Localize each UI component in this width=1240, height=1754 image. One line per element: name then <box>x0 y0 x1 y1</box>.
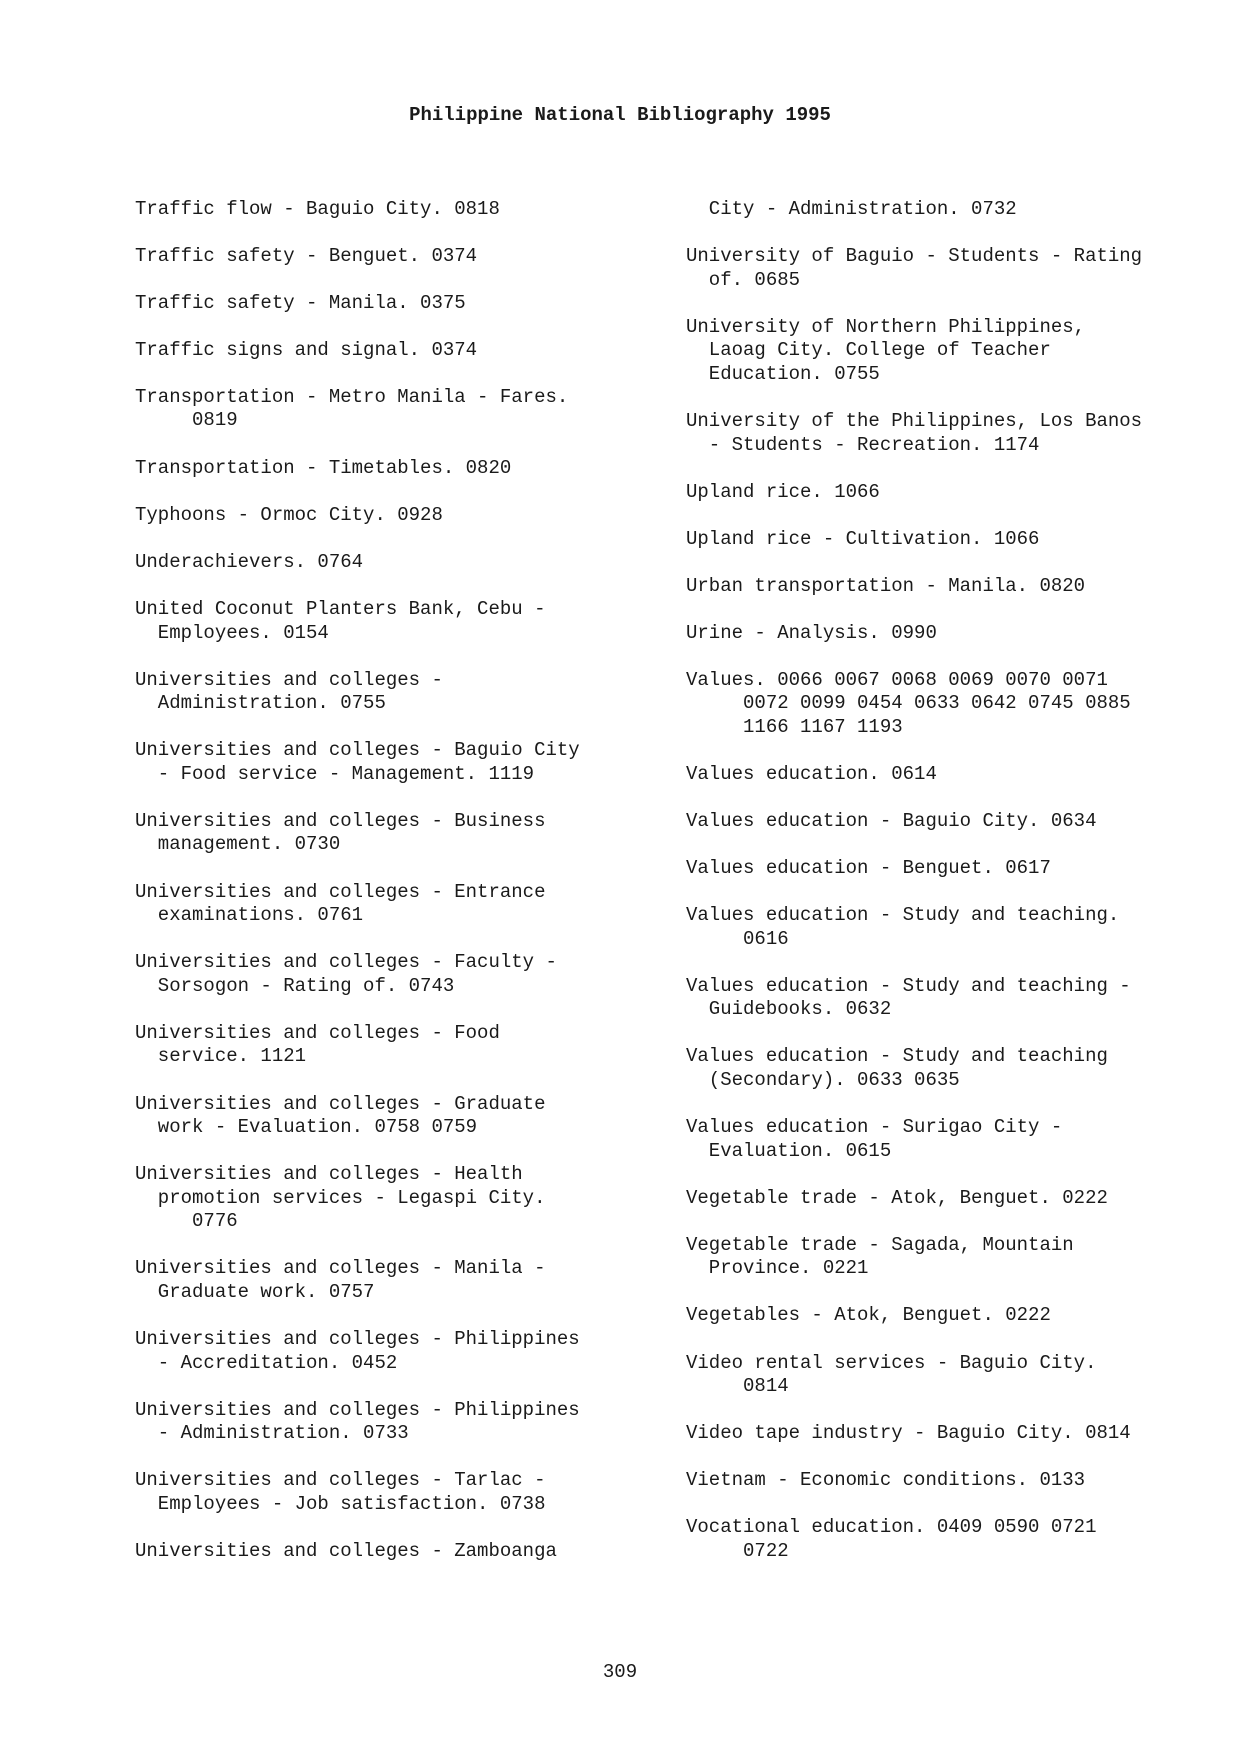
index-line: Values education - Study and teaching <box>686 1045 1108 1067</box>
index-line: Values education - Benguet. 0617 <box>686 857 1051 879</box>
index-line: Guidebooks. 0632 <box>686 998 892 1020</box>
index-line: 0616 <box>686 928 789 950</box>
index-line: Upland rice - Cultivation. 1066 <box>686 528 1040 550</box>
page-title: Philippine National Bibliography 1995 <box>409 104 831 126</box>
index-line: Video rental services - Baguio City. <box>686 1352 1097 1374</box>
index-line: University of Northern Philippines, <box>686 316 1086 338</box>
index-line: - Students - Recreation. 1174 <box>686 434 1040 456</box>
index-line: (Secondary). 0633 0635 <box>686 1069 960 1091</box>
index-line: Administration. 0755 <box>135 692 386 714</box>
index-line: Universities and colleges - Baguio City <box>135 739 580 761</box>
index-line: Urine - Analysis. 0990 <box>686 622 937 644</box>
index-line: United Coconut Planters Bank, Cebu - <box>135 598 546 620</box>
index-line: 0072 0099 0454 0633 0642 0745 0885 <box>686 692 1131 714</box>
index-line: City - Administration. 0732 <box>686 198 1017 220</box>
index-line: Underachievers. 0764 <box>135 551 364 573</box>
index-line: Traffic safety - Benguet. 0374 <box>135 245 478 267</box>
index-line: promotion services - Legaspi City. <box>135 1187 546 1209</box>
index-line: of. 0685 <box>686 269 801 291</box>
index-line: Universities and colleges - <box>135 669 443 691</box>
index-line: Traffic signs and signal. 0374 <box>135 339 478 361</box>
index-line: 0819 <box>135 409 238 431</box>
index-line: Graduate work. 0757 <box>135 1281 375 1303</box>
index-line: 0776 <box>135 1210 238 1232</box>
index-line: - Accreditation. 0452 <box>135 1352 398 1374</box>
index-line: Values education - Surigao City - <box>686 1116 1063 1138</box>
index-line: 0814 <box>686 1375 789 1397</box>
index-line: Traffic flow - Baguio City. 0818 <box>135 198 500 220</box>
index-line: Vegetable trade - Atok, Benguet. 0222 <box>686 1187 1108 1209</box>
index-line: Vegetables - Atok, Benguet. 0222 <box>686 1304 1051 1326</box>
index-line: Values education - Baguio City. 0634 <box>686 810 1097 832</box>
index-line: Province. 0221 <box>686 1257 869 1279</box>
index-line: Universities and colleges - Tarlac - <box>135 1469 546 1491</box>
index-line: - Food service - Management. 1119 <box>135 763 535 785</box>
index-line: Universities and colleges - Philippines <box>135 1399 580 1421</box>
index-line: Vietnam - Economic conditions. 0133 <box>686 1469 1086 1491</box>
index-line: 1166 1167 1193 <box>686 716 903 738</box>
index-line: Laoag City. College of Teacher <box>686 339 1051 361</box>
index-line: Universities and colleges - Business <box>135 810 546 832</box>
index-line: Universities and colleges - Entrance <box>135 881 546 903</box>
index-line: Employees. 0154 <box>135 622 329 644</box>
index-line: University of the Philippines, Los Banos <box>686 410 1143 432</box>
index-line: Education. 0755 <box>686 363 880 385</box>
index-line: Transportation - Timetables. 0820 <box>135 457 512 479</box>
index-line: Upland rice. 1066 <box>686 481 880 503</box>
index-line: work - Evaluation. 0758 0759 <box>135 1116 478 1138</box>
index-line: Sorsogon - Rating of. 0743 <box>135 975 455 997</box>
index-line: Values education. 0614 <box>686 763 937 785</box>
index-line: Values education - Study and teaching - <box>686 975 1131 997</box>
index-line: Vegetable trade - Sagada, Mountain <box>686 1234 1074 1256</box>
index-line: Universities and colleges - Philippines <box>135 1328 580 1350</box>
index-line: Universities and colleges - Graduate <box>135 1093 546 1115</box>
index-line: Traffic safety - Manila. 0375 <box>135 292 466 314</box>
index-line: Values education - Study and teaching. <box>686 904 1120 926</box>
index-line: management. 0730 <box>135 833 341 855</box>
index-line: Universities and colleges - Food <box>135 1022 500 1044</box>
index-line: Transportation - Metro Manila - Fares. <box>135 386 569 408</box>
index-line: Urban transportation - Manila. 0820 <box>686 575 1086 597</box>
index-line: Employees - Job satisfaction. 0738 <box>135 1493 546 1515</box>
index-line: service. 1121 <box>135 1045 307 1067</box>
index-line: Typhoons - Ormoc City. 0928 <box>135 504 443 526</box>
index-line: Universities and colleges - Faculty - <box>135 951 557 973</box>
index-line: Universities and colleges - Health <box>135 1163 523 1185</box>
index-line: Universities and colleges - Zamboanga <box>135 1540 557 1562</box>
page-number: 309 <box>602 1661 638 1683</box>
index-line: examinations. 0761 <box>135 904 364 926</box>
index-line: - Administration. 0733 <box>135 1422 409 1444</box>
index-line: Vocational education. 0409 0590 0721 <box>686 1516 1097 1538</box>
index-line: Video tape industry - Baguio City. 0814 <box>686 1422 1131 1444</box>
index-line: Values. 0066 0067 0068 0069 0070 0071 <box>686 669 1108 691</box>
index-line: 0722 <box>686 1540 789 1562</box>
index-line: Universities and colleges - Manila - <box>135 1257 546 1279</box>
index-line: University of Baguio - Students - Rating <box>686 245 1143 267</box>
index-line: Evaluation. 0615 <box>686 1140 892 1162</box>
